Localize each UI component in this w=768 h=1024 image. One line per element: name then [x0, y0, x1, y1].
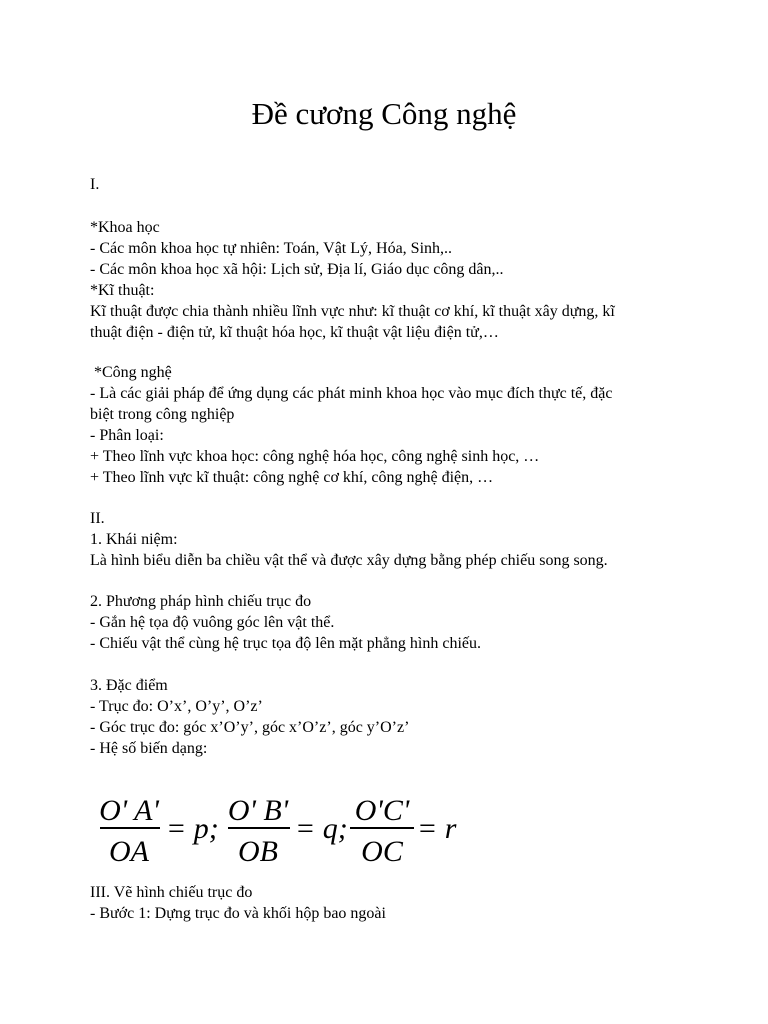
- phuong-phap-line-1: - Gắn hệ tọa độ vuông góc lên vật thể.: [90, 614, 335, 631]
- phan-loai-line-1: + Theo lĩnh vực khoa học: công nghệ hóa học, công nghệ sinh học, …: [90, 448, 540, 465]
- formula-numerator-a: O' A': [99, 794, 159, 827]
- cong-nghe-line-2: biệt trong công nghiệp: [90, 406, 235, 423]
- formula-result-q: = q;: [295, 812, 348, 845]
- section-2-heading: II.: [90, 510, 105, 527]
- khoa-hoc-line-2: - Các môn khoa học xã hội: Lịch sử, Địa lí, Giáo dục công dân,..: [90, 261, 504, 278]
- ki-thuat-line-2: thuật điện - điện tử, kĩ thuật hóa học, kĩ thuật vật liệu điện tử,…: [90, 324, 499, 341]
- dac-diem-heading: 3. Đặc điểm: [90, 677, 168, 694]
- cong-nghe-line-1: - Là các giải pháp để ứng dụng các phát minh khoa học vào mục đích thực tế, đặc: [90, 385, 613, 402]
- cong-nghe-heading: *Công nghệ: [90, 364, 172, 381]
- formula-denominator-c: OC: [361, 835, 403, 868]
- formula-numerator-b: O' B': [227, 794, 289, 827]
- formula-numerator-c: O'C': [354, 794, 410, 827]
- khai-niem-heading: 1. Khái niệm:: [90, 531, 178, 548]
- formula-denominator-a: OA: [109, 835, 149, 868]
- page-title: Đề cương Công nghệ: [251, 96, 517, 131]
- khai-niem-text: Là hình biểu diễn ba chiều vật thể và được xây dựng bằng phép chiếu song song.: [90, 552, 608, 569]
- deformation-coefficient-formula: [94, 790, 474, 870]
- formula-result-r: = r: [417, 812, 457, 845]
- section-3-heading: III. Vẽ hình chiếu trục đo: [90, 884, 253, 901]
- phuong-phap-heading: 2. Phương pháp hình chiếu trục đo: [90, 593, 312, 610]
- section-1-heading: I.: [90, 176, 100, 193]
- khoa-hoc-line-1: - Các môn khoa học tự nhiên: Toán, Vật Lý, Hóa, Sinh,..: [90, 240, 453, 257]
- ki-thuat-heading: *Kĩ thuật:: [90, 282, 155, 299]
- dac-diem-line-2: - Góc trục đo: góc x’O’y’, góc x’O’z’, góc y’O’z’: [90, 719, 410, 736]
- phan-loai-label: - Phân loại:: [90, 427, 164, 444]
- buoc-1-line: - Bước 1: Dựng trục đo và khối hộp bao ngoài: [90, 905, 386, 922]
- phuong-phap-line-2: - Chiếu vật thể cùng hệ trục tọa độ lên mặt phẳng hình chiếu.: [90, 635, 481, 652]
- dac-diem-line-1: - Trục đo: O’x’, O’y’, O’z’: [90, 698, 263, 715]
- formula-result-p: = p;: [166, 812, 219, 845]
- khoa-hoc-heading: *Khoa học: [90, 219, 160, 236]
- dac-diem-line-3: - Hệ số biến dạng:: [90, 740, 208, 757]
- ki-thuat-line-1: Kĩ thuật được chia thành nhiều lĩnh vực như: kĩ thuật cơ khí, kĩ thuật xây dựng, kĩ: [90, 303, 615, 320]
- formula-denominator-b: OB: [238, 835, 278, 868]
- phan-loai-line-2: + Theo lĩnh vực kĩ thuật: công nghệ cơ khí, công nghệ điện, …: [90, 469, 494, 486]
